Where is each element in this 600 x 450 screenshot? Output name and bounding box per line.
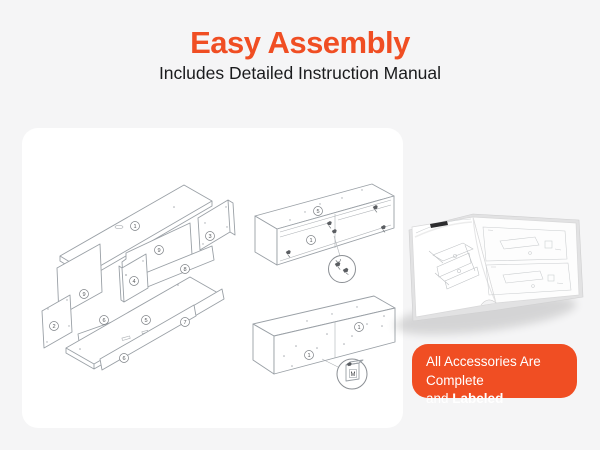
part-number-label [305,351,314,360]
svg-text:2: 2 [52,324,56,330]
assembly-diagrams [22,128,403,428]
svg-text:1: 1 [133,224,137,230]
part-number-label [314,207,323,216]
svg-text:1: 1 [357,325,361,331]
svg-text:3: 3 [208,234,212,240]
svg-text:5: 5 [144,318,148,324]
part-number-label [100,316,109,325]
part-number-label [130,277,139,286]
part-number-label [131,222,140,231]
svg-text:4: 4 [132,279,136,285]
assembly-diagram-card [22,128,403,428]
svg-text:8: 8 [183,267,187,273]
svg-text:1: 1 [309,238,313,244]
part-number-label [142,316,151,325]
part-number-label [181,318,190,327]
assembled-back-diagram [255,184,394,283]
svg-text:7: 7 [183,320,187,326]
svg-text:9: 9 [157,248,161,254]
page-title: Easy Assembly [190,25,410,60]
badge-line2-bold: Labeled [452,391,504,406]
page-subtitle: Includes Detailed Instruction Manual [158,63,442,83]
part-number-label [355,323,364,332]
svg-text:5: 5 [316,209,320,215]
svg-text:6: 6 [102,318,106,324]
part-number-label [120,354,129,363]
exploded-view-diagram [42,185,235,370]
assembled-front-diagram [253,296,395,389]
part-number-label [80,290,89,299]
part-number-label [155,246,164,255]
magnifier-circle [329,256,356,283]
accessories-badge [412,344,577,406]
instruction-manual-image [385,193,590,353]
part-number-label [50,322,59,331]
part-number-label [181,265,190,274]
part-number-label [307,236,316,245]
badge-line2: Complete and Labeled [426,372,504,406]
svg-text:9: 9 [82,292,86,298]
svg-text:6: 6 [122,356,126,362]
svg-text:1: 1 [307,353,311,359]
part-number-label [206,232,215,241]
badge-line1: All Accessories Are [426,354,541,369]
bracket-letter-label: M [350,371,356,378]
